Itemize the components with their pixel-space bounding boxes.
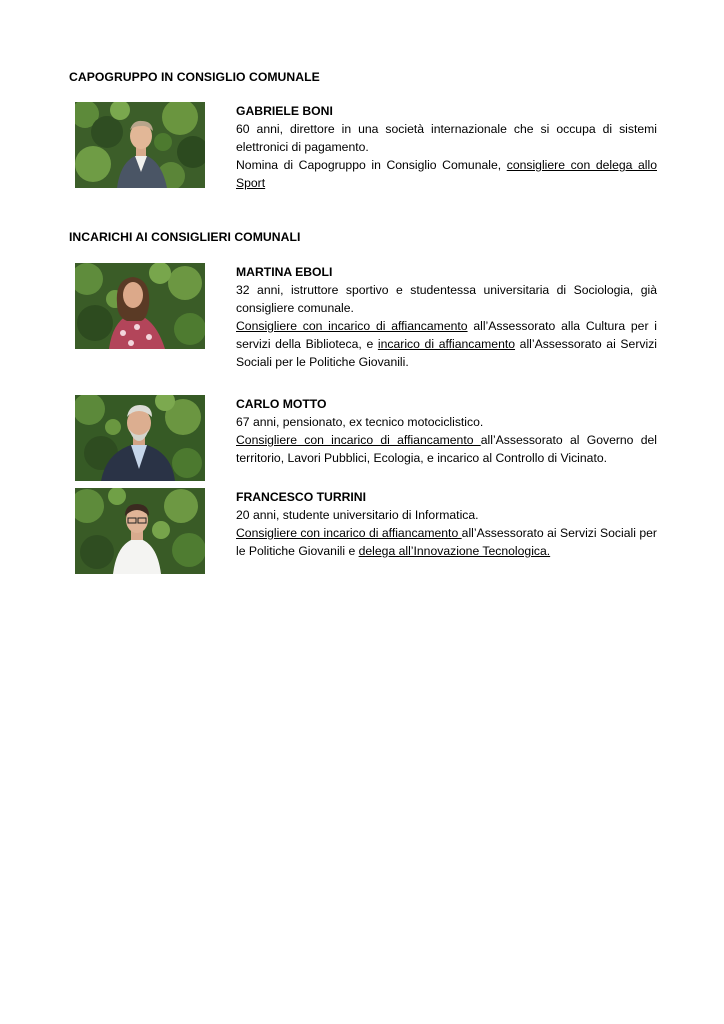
- person-role: [236, 156, 657, 192]
- person-role: [236, 317, 657, 371]
- role-text: all’Assessorato al Governo del territorio, Lavori Pubblici, Ecologia, e incarico al Controllo di Vicinato.: [236, 433, 657, 465]
- portrait-photo-martina-eboli: [75, 263, 205, 349]
- portrait-photo-francesco-turrini: [75, 488, 205, 574]
- person-name: FRANCESCO TURRINI: [236, 490, 366, 504]
- role-link-affiancamento-servizi-sociali: Consigliere con incarico di affiancamento: [236, 526, 462, 540]
- person-role: [236, 524, 657, 560]
- role-text: all’Assessorato ai Servizi Sociali per le Politiche Giovanili.: [236, 337, 657, 369]
- person-text-gabriele-boni: [236, 102, 657, 192]
- person-bio: 67 anni, pensionato, ex tecnico motociclistico.: [236, 415, 484, 429]
- section-heading-capogruppo: CAPOGRUPPO IN CONSIGLIO COMUNALE: [69, 70, 320, 84]
- role-link-affiancamento-governo: Consigliere con incarico di affiancamento: [236, 433, 481, 447]
- person-bio: 60 anni, direttore in una società internazionale che si occupa di sistemi elettronici di pagamento.: [236, 122, 657, 154]
- person-role: [236, 431, 657, 467]
- role-text: Nomina di Capogruppo in Consiglio Comunale,: [236, 158, 507, 172]
- person-name: MARTINA EBOLI: [236, 265, 333, 279]
- role-link-affiancamento-servizi: incarico di affiancamento: [377, 337, 516, 351]
- portrait-photo-carlo-motto: [75, 395, 205, 481]
- person-text-martina-eboli: [236, 263, 657, 371]
- portrait-photo-gabriele-boni: [75, 102, 205, 188]
- role-text: all’Assessorato ai Servizi Sociali per le Politiche Giovanili e: [236, 526, 657, 558]
- person-bio: 20 anni, studente universitario di Informatica.: [236, 508, 479, 522]
- person-name: CARLO MOTTO: [236, 397, 327, 411]
- role-text: all’Assessorato alla Cultura per i servizi della Biblioteca, e: [236, 319, 657, 351]
- person-text-carlo-motto: [236, 395, 657, 467]
- role-link-affiancamento-cultura: Consigliere con incarico di affiancamento: [236, 319, 468, 333]
- section-heading-incarichi: INCARICHI AI CONSIGLIERI COMUNALI: [69, 230, 301, 244]
- person-bio: 32 anni, istruttore sportivo e studentessa universitaria di Sociologia, già consigliere comunale.: [236, 283, 657, 315]
- role-link-delega-sport: consigliere con delega allo Sport: [236, 158, 657, 190]
- person-text-francesco-turrini: [236, 488, 657, 560]
- person-name: GABRIELE BONI: [236, 104, 333, 118]
- role-link-delega-innovazione: delega all’Innovazione Tecnologica.: [358, 544, 551, 558]
